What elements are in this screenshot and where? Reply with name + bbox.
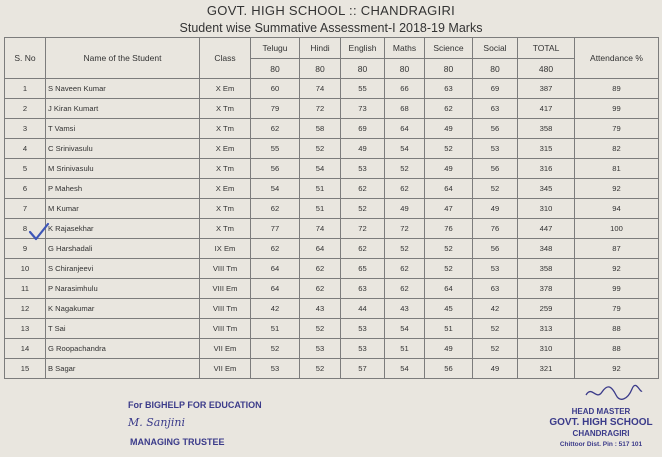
cell-name: M Kumar [46,199,200,219]
cell-class: X Em [200,139,251,159]
cell-social: 49 [473,199,518,219]
table-row [5,139,659,159]
cell-english: 52 [341,199,385,219]
cell-science: 49 [425,119,473,139]
cell-telugu: 64 [251,259,300,279]
max-telugu: 80 [251,59,300,79]
table-row [5,299,659,319]
cell-name: G Harshadali [46,239,200,259]
cell-sno: 1 [5,79,46,99]
table-row [5,339,659,359]
cell-science: 49 [425,339,473,359]
cell-english: 73 [341,99,385,119]
cell-science: 52 [425,239,473,259]
cell-sno: 5 [5,159,46,179]
cell-hindi: 54 [300,159,341,179]
cell-telugu: 62 [251,119,300,139]
cell-class: X Tm [200,119,251,139]
cell-hindi: 52 [300,139,341,159]
cell-telugu: 42 [251,299,300,319]
stamp-line-2: GOVT. HIGH SCHOOL [549,417,653,428]
cell-maths: 62 [385,279,425,299]
cell-attendance: 87 [575,239,659,259]
max-maths: 80 [385,59,425,79]
cell-attendance: 82 [575,139,659,159]
cell-name: G Roopachandra [46,339,200,359]
cell-social: 56 [473,239,518,259]
cell-total: 321 [518,359,575,379]
cell-maths: 51 [385,339,425,359]
cell-english: 63 [341,279,385,299]
cell-hindi: 62 [300,259,341,279]
cell-class: VII Em [200,339,251,359]
cell-telugu: 77 [251,219,300,239]
cell-total: 378 [518,279,575,299]
table-row [5,179,659,199]
cell-maths: 49 [385,199,425,219]
cell-attendance: 79 [575,299,659,319]
cell-english: 72 [341,219,385,239]
cell-maths: 68 [385,99,425,119]
cell-attendance: 94 [575,199,659,219]
cell-telugu: 54 [251,179,300,199]
cell-english: 55 [341,79,385,99]
cell-attendance: 99 [575,279,659,299]
cell-name: B Sagar [46,359,200,379]
cell-total: 315 [518,139,575,159]
cell-class: VIII Em [200,279,251,299]
trustee-signature: M. Sanjini [128,416,185,429]
cell-attendance: 79 [575,119,659,139]
cell-class: X Tm [200,199,251,219]
table-row [5,239,659,259]
cell-science: 62 [425,99,473,119]
cell-science: 56 [425,359,473,379]
cell-sno: 15 [5,359,46,379]
cell-maths: 54 [385,139,425,159]
school-stamp [545,406,657,450]
org-name: For BIGHELP FOR EDUCATION [128,400,262,410]
cell-hindi: 64 [300,239,341,259]
cell-sno: 3 [5,119,46,139]
cell-class: VIII Tm [200,259,251,279]
max-hindi: 80 [300,59,341,79]
cell-sno: 7 [5,199,46,219]
cell-maths: 62 [385,259,425,279]
col-header-class: Class [200,38,251,79]
cell-name: K Rajasekhar [46,219,200,239]
cell-sno: 11 [5,279,46,299]
col-header-science: Science [425,38,473,59]
cell-class: X Em [200,179,251,199]
table-row [5,359,659,379]
cell-maths: 54 [385,319,425,339]
cell-name: K Nagakumar [46,299,200,319]
cell-hindi: 52 [300,359,341,379]
cell-telugu: 52 [251,339,300,359]
school-title: GOVT. HIGH SCHOOL :: CHANDRAGIRI [206,3,456,18]
max-english: 80 [341,59,385,79]
cell-sno: 14 [5,339,46,359]
cell-class: X Tm [200,219,251,239]
cell-sno: 8 [5,219,46,239]
table-row [5,79,659,99]
cell-sno: 9 [5,239,46,259]
cell-english: 49 [341,139,385,159]
cell-name: T Vamsi [46,119,200,139]
cell-social: 76 [473,219,518,239]
cell-telugu: 53 [251,359,300,379]
cell-english: 44 [341,299,385,319]
cell-telugu: 60 [251,79,300,99]
student-rows [5,79,659,379]
cell-total: 348 [518,239,575,259]
cell-class: VII Em [200,359,251,379]
cell-english: 62 [341,239,385,259]
stamp-line-4: Chittoor Dist. Pin : 517 101 [559,441,643,448]
cell-science: 49 [425,159,473,179]
cell-maths: 43 [385,299,425,319]
cell-sno: 6 [5,179,46,199]
header-row [5,38,659,59]
col-header-social: Social [473,38,518,59]
table-row [5,99,659,119]
cell-total: 316 [518,159,575,179]
cell-hindi: 53 [300,339,341,359]
cell-social: 52 [473,319,518,339]
col-header-telugu: Telugu [251,38,300,59]
trustee-title: MANAGING TRUSTEE [130,437,225,447]
cell-english: 69 [341,119,385,139]
cell-name: P Mahesh [46,179,200,199]
cell-total: 358 [518,259,575,279]
cell-class: X Tm [200,159,251,179]
cell-social: 53 [473,139,518,159]
col-header-attendance: Attendance % [575,38,659,79]
cell-telugu: 79 [251,99,300,119]
col-header-sno: S. No [5,38,46,79]
cell-telugu: 51 [251,319,300,339]
cell-attendance: 92 [575,259,659,279]
cell-maths: 52 [385,159,425,179]
cell-name: S Chiranjeevi [46,259,200,279]
max-social: 80 [473,59,518,79]
cell-attendance: 99 [575,99,659,119]
max-total: 480 [518,59,575,79]
cell-social: 56 [473,119,518,139]
cell-hindi: 58 [300,119,341,139]
cell-hindi: 51 [300,179,341,199]
cell-social: 53 [473,259,518,279]
table-row [5,279,659,299]
cell-science: 51 [425,319,473,339]
cell-maths: 66 [385,79,425,99]
cell-name: S Naveen Kumar [46,79,200,99]
table-row [5,119,659,139]
stamp-line-1: HEAD MASTER [571,407,631,416]
cell-telugu: 62 [251,199,300,219]
cell-telugu: 56 [251,159,300,179]
cell-social: 63 [473,99,518,119]
cell-attendance: 92 [575,359,659,379]
check-mark-icon [28,222,50,242]
cell-science: 52 [425,259,473,279]
cell-class: VIII Tm [200,299,251,319]
cell-hindi: 74 [300,79,341,99]
cell-attendance: 88 [575,319,659,339]
cell-name: C Srinivasulu [46,139,200,159]
cell-total: 310 [518,339,575,359]
cell-hindi: 51 [300,199,341,219]
cell-total: 417 [518,99,575,119]
table-row [5,319,659,339]
cell-hindi: 52 [300,319,341,339]
cell-hindi: 62 [300,279,341,299]
cell-science: 76 [425,219,473,239]
max-science: 80 [425,59,473,79]
cell-science: 47 [425,199,473,219]
cell-science: 52 [425,139,473,159]
table-row [5,199,659,219]
cell-telugu: 64 [251,279,300,299]
cell-maths: 62 [385,179,425,199]
cell-class: VIII Tm [200,319,251,339]
cell-name: T Sai [46,319,200,339]
cell-class: X Em [200,79,251,99]
cell-maths: 52 [385,239,425,259]
cell-hindi: 72 [300,99,341,119]
table-row [5,159,659,179]
cell-maths: 54 [385,359,425,379]
cell-social: 42 [473,299,518,319]
stamp-line-3: CHANDRAGIRI [572,429,630,438]
cell-total: 358 [518,119,575,139]
cell-class: X Tm [200,99,251,119]
cell-science: 64 [425,179,473,199]
cell-social: 52 [473,179,518,199]
cell-social: 69 [473,79,518,99]
cell-social: 56 [473,159,518,179]
cell-sno: 12 [5,299,46,319]
cell-sno: 13 [5,319,46,339]
cell-english: 57 [341,359,385,379]
col-header-total: TOTAL [518,38,575,59]
cell-science: 45 [425,299,473,319]
cell-total: 447 [518,219,575,239]
cell-attendance: 100 [575,219,659,239]
cell-english: 65 [341,259,385,279]
cell-attendance: 89 [575,79,659,99]
cell-sno: 4 [5,139,46,159]
cell-english: 53 [341,339,385,359]
cell-english: 53 [341,319,385,339]
marks-table [4,37,659,379]
cell-hindi: 43 [300,299,341,319]
table-row [5,259,659,279]
cell-telugu: 55 [251,139,300,159]
cell-sno: 10 [5,259,46,279]
cell-social: 52 [473,339,518,359]
cell-social: 49 [473,359,518,379]
cell-hindi: 74 [300,219,341,239]
headmaster-signature-icon [584,383,644,403]
col-header-name: Name of the Student [46,38,200,79]
cell-total: 310 [518,199,575,219]
col-header-english: English [341,38,385,59]
cell-class: IX Em [200,239,251,259]
table-row [5,219,659,239]
cell-social: 63 [473,279,518,299]
cell-total: 313 [518,319,575,339]
cell-science: 64 [425,279,473,299]
cell-name: J Kiran Kumart [46,99,200,119]
cell-name: P Narasimhulu [46,279,200,299]
cell-science: 63 [425,79,473,99]
cell-total: 345 [518,179,575,199]
cell-english: 62 [341,179,385,199]
cell-attendance: 92 [575,179,659,199]
cell-english: 53 [341,159,385,179]
cell-total: 259 [518,299,575,319]
cell-attendance: 88 [575,339,659,359]
cell-sno: 2 [5,99,46,119]
col-header-maths: Maths [385,38,425,59]
cell-telugu: 62 [251,239,300,259]
sheet-subtitle: Student wise Summative Assessment-I 2018-19 Marks [179,21,483,35]
cell-total: 387 [518,79,575,99]
col-header-hindi: Hindi [300,38,341,59]
cell-attendance: 81 [575,159,659,179]
cell-name: M Srinivasulu [46,159,200,179]
cell-maths: 64 [385,119,425,139]
cell-maths: 72 [385,219,425,239]
